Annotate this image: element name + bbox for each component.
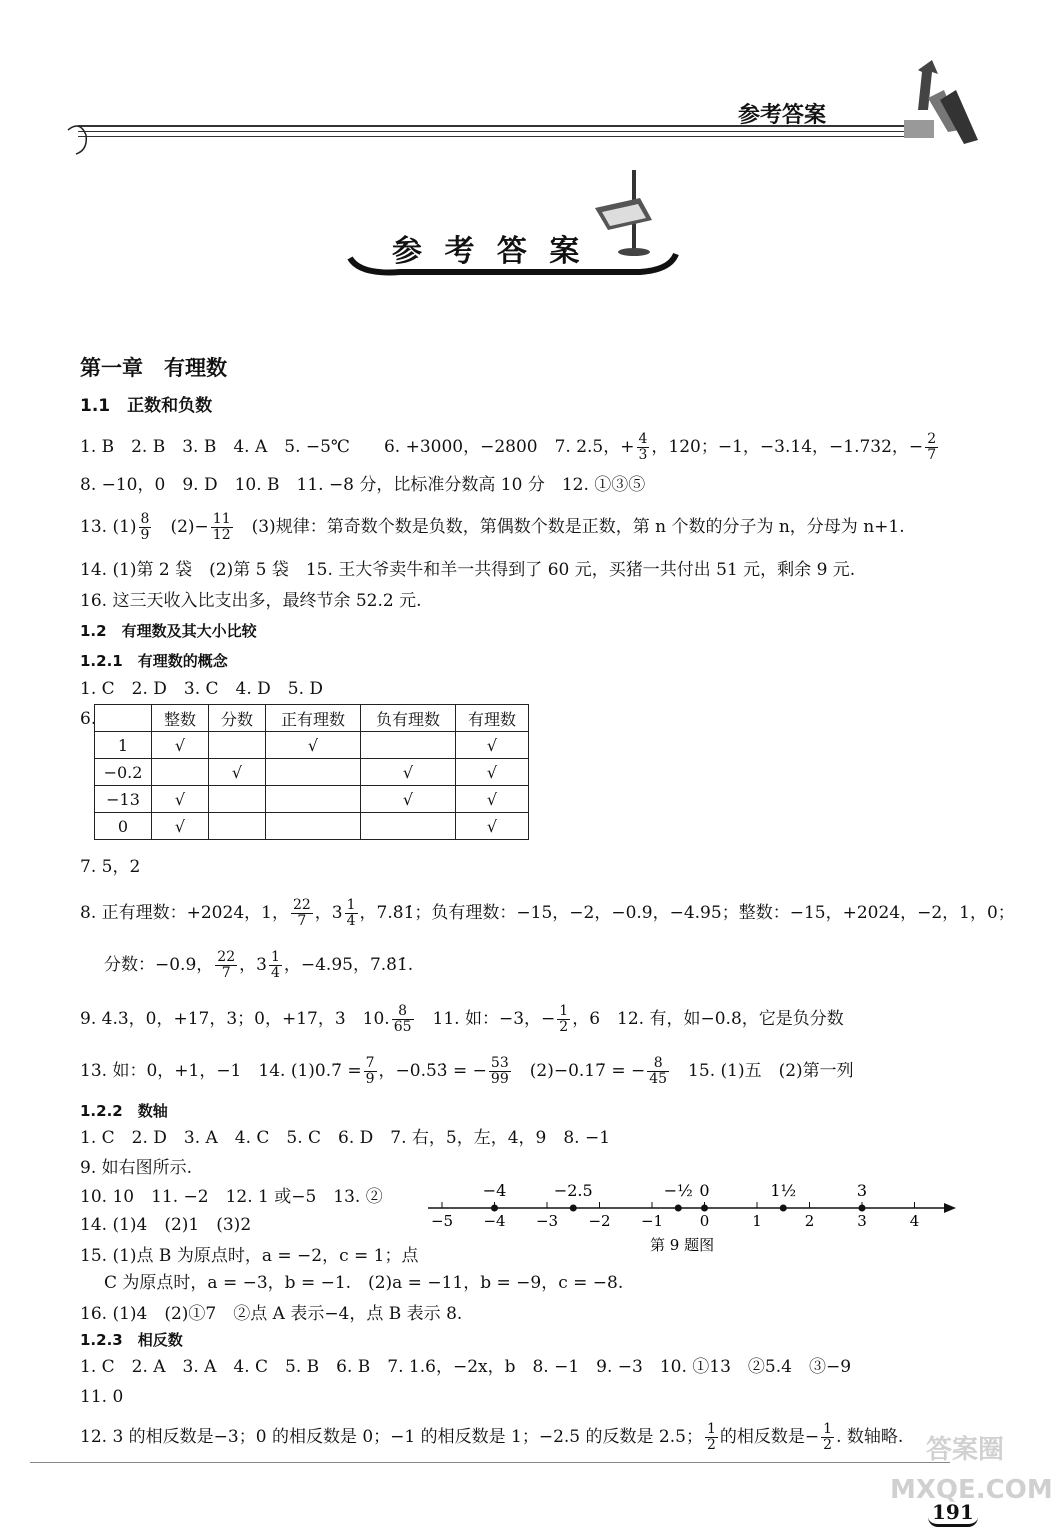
number-line-point <box>675 1205 682 1212</box>
answer-table <box>94 704 529 840</box>
text: ，3 <box>239 955 267 975</box>
answer-line-20: 11. 0 <box>80 1387 124 1407</box>
section-1-2-2: 1.2.2 数轴 <box>80 1102 168 1120</box>
number-line-caption: 第 9 题图 <box>650 1236 715 1254</box>
table-cell <box>266 759 361 786</box>
answer-line-19: 1. C 2. A 3. A 4. C 5. B 6. B 7. 1.6，−2x，b 8. −1 9. −3 10. ①13 ②5.4 ③−9 <box>80 1357 852 1377</box>
table-cell: √ <box>266 732 361 759</box>
text: ，7.8̇1̇；负有理数：−15，−2，−0.9，−4.95；整数：−15，+2024，−2，1，0； <box>359 903 1015 923</box>
table-cell: √ <box>456 732 529 759</box>
header-rule-2 <box>78 131 908 132</box>
fraction-1-2: $\frac{1}{2}$ <box>823 1421 833 1453</box>
table-header: 有理数 <box>456 705 529 732</box>
table-row <box>95 732 529 759</box>
number-line-figure <box>420 1150 960 1260</box>
table-cell: √ <box>209 759 266 786</box>
fraction-8-9: $\frac{8}{9}$ <box>140 511 150 543</box>
fraction-22-7: $\frac{22}{7}$ <box>292 897 311 929</box>
table-header: 正有理数 <box>266 705 361 732</box>
number-line-point-label: 0 <box>699 1181 710 1200</box>
header-title: 参考答案 <box>738 103 827 128</box>
number-line-point-label: 3 <box>856 1181 868 1200</box>
number-line-tick-label: −3 <box>535 1212 559 1230</box>
answer-line-4: 14. (1)第 2 袋 (2)第 5 袋 15. 王大爷卖牛和羊一共得到了 60 元，买猪一共付出 51 元，剩余 9 元. <box>80 560 856 580</box>
table-cell: 1 <box>95 732 152 759</box>
table-cell: √ <box>361 786 456 813</box>
text: 的相反数是− <box>719 1427 820 1447</box>
section-1-2-3: 1.2.3 相反数 <box>80 1331 183 1349</box>
text: ，120；−1，−3.14，−1.732，− <box>651 437 924 457</box>
number-line-tick-label: 4 <box>909 1212 920 1230</box>
text: 12. 3 的相反数是−3；0 的相反数是 0；−1 的相反数是 1；−2.5 的反数是 2.5； <box>80 1427 703 1447</box>
table-cell: √ <box>456 759 529 786</box>
table-cell: √ <box>361 759 456 786</box>
answer-line-18: 16. (1)4 (2)①7 ②点 A 表示−4，点 B 表示 8. <box>80 1304 463 1324</box>
text: 13. 如：0，+1，−1 14. (1)0.7̇ = <box>80 1061 362 1081</box>
number-line-point-label: 1½ <box>770 1181 797 1200</box>
table-cell: −13 <box>95 786 152 813</box>
number-line-arrow-icon <box>944 1203 956 1213</box>
table-cell: √ <box>456 786 529 813</box>
table-cell: √ <box>152 786 209 813</box>
table-row <box>95 759 529 786</box>
number-line-point <box>570 1205 577 1212</box>
text: (2)−0.17̇ = − <box>512 1061 646 1081</box>
table-cell <box>152 759 209 786</box>
fraction-2-7: $\frac{2}{7}$ <box>927 431 937 463</box>
text: . 数轴略. <box>836 1427 904 1447</box>
fraction-8-65: $\frac{8}{65}$ <box>393 1003 412 1035</box>
text: 1. B 2. B 3. B 4. A 5. −5℃ 6. +3000，−2800 7. 2.5，+ <box>80 437 635 457</box>
number-line-tick-label: −4 <box>483 1212 506 1230</box>
answer-line-6: 1. C 2. D 3. C 4. D 5. D <box>80 679 324 699</box>
fraction-1-4: $\frac{1}{4}$ <box>346 897 356 929</box>
answer-line-5: 16. 这三天收入比支出多，最终节余 52.2 元. <box>80 591 422 611</box>
table-header: 负有理数 <box>361 705 456 732</box>
text: 11. 如：−3，− <box>415 1009 556 1029</box>
fraction-7-9: $\frac{7}{9}$ <box>365 1055 375 1087</box>
answer-line-8 <box>80 898 1015 929</box>
answer-line-16: 15. (1)点 B 为原点时，a = −2，c = 1；点 <box>80 1246 419 1266</box>
answer-line-9 <box>104 950 413 981</box>
section-1-2: 1.2 有理数及其大小比较 <box>80 622 257 640</box>
number-line-tick-label: −1 <box>640 1212 664 1230</box>
chapter-title: 第一章 有理数 <box>80 356 227 380</box>
answer-line-10 <box>80 1004 844 1035</box>
table-header <box>95 705 152 732</box>
answer-line-1 <box>80 432 940 463</box>
table-row <box>95 786 529 813</box>
header-arrow-icon <box>888 60 984 152</box>
section-1-1: 1.1 正数和负数 <box>80 396 213 416</box>
table-cell: 0 <box>95 813 152 840</box>
table-header: 分数 <box>209 705 266 732</box>
answer-line-21 <box>80 1422 903 1453</box>
table-cell: √ <box>152 813 209 840</box>
answer-line-12: 1. C 2. D 3. A 4. C 5. C 6. D 7. 右，5，左，4，9 8. −1 <box>80 1128 611 1148</box>
table-header-row <box>95 705 529 732</box>
number-line-tick-label: −5 <box>430 1212 454 1230</box>
answer-line-14: 10. 10 11. −2 12. 1 或−5 13. ② <box>80 1187 383 1207</box>
fraction-53-99: $\frac{53}{99}$ <box>490 1055 509 1087</box>
text: ，6 12. 有，如−0.8，它是负分数 <box>572 1009 844 1029</box>
fraction-22-7: $\frac{22}{7}$ <box>217 949 236 981</box>
table-cell <box>361 732 456 759</box>
table-cell <box>361 813 456 840</box>
number-line-tick-label: 0 <box>699 1212 710 1230</box>
footer-rule <box>30 1462 950 1463</box>
text: 15. (1)五 (2)第一列 <box>671 1061 854 1081</box>
answer-line-13: 9. 如右图所示. <box>80 1158 193 1178</box>
text: 9. 4.3，0，+17，3；0，+17，3 10. <box>80 1009 390 1029</box>
number-line-tick-label: 1 <box>752 1212 762 1230</box>
text: (3)规律：第奇数个数是负数，第偶数个数是正数，第 n 个数的分子为 n，分母为 n+1. <box>234 517 905 537</box>
text: 13. (1) <box>80 517 137 537</box>
number-line-point-label: −4 <box>482 1181 507 1200</box>
table-cell: √ <box>152 732 209 759</box>
answer-line-15: 14. (1)4 (2)1 (3)2 <box>80 1215 252 1235</box>
fraction-8-45: $\frac{8}{45}$ <box>649 1055 668 1087</box>
number-line-point <box>701 1205 708 1212</box>
table-header: 整数 <box>152 705 209 732</box>
table-cell <box>266 813 361 840</box>
number-line-point-label: −2.5 <box>553 1181 593 1200</box>
number-line-tick-label: 3 <box>857 1212 867 1230</box>
table-cell <box>209 732 266 759</box>
table-cell <box>266 786 361 813</box>
fraction-4-3: $\frac{4}{3}$ <box>638 431 648 463</box>
number-line-point <box>491 1205 498 1212</box>
watermark: 答案圈 MXQE.COM <box>890 1435 1053 1505</box>
fraction-11-12: $\frac{11}{12}$ <box>212 511 231 543</box>
number-line-point <box>780 1205 787 1212</box>
table-label: 6. <box>80 709 97 729</box>
text: ，−4.95，7.8̇1̇. <box>283 955 414 975</box>
number-line-tick-label: 2 <box>804 1212 815 1230</box>
header-rule-3 <box>78 136 908 137</box>
page-number: 191 <box>928 1500 978 1527</box>
section-1-2-1: 1.2.1 有理数的概念 <box>80 652 228 670</box>
header-curl-icon <box>58 110 98 160</box>
answer-line-3 <box>80 512 905 543</box>
fraction-1-2: $\frac{1}{2}$ <box>559 1003 569 1035</box>
answer-line-2: 8. −10，0 9. D 10. B 11. −8 分，比标准分数高 10 分 12. ①③⑤ <box>80 475 646 495</box>
answer-line-7: 7. 5，2 <box>80 857 141 877</box>
table-cell <box>209 813 266 840</box>
answer-line-17: C 为原点时，a = −3，b = −1. (2)a = −11，b = −9，c = −8. <box>104 1273 624 1293</box>
answer-line-11 <box>80 1056 854 1087</box>
text: (2)− <box>153 517 209 537</box>
table-cell <box>209 786 266 813</box>
text: ，3 <box>314 903 343 923</box>
table-cell: −0.2 <box>95 759 152 786</box>
table-cell: √ <box>456 813 529 840</box>
text: ，−0.5̇3̇ = − <box>378 1061 487 1081</box>
banner-title: 参 考 答 案 <box>392 234 586 269</box>
text: 8. 正有理数：+2024，1， <box>80 903 289 923</box>
text: 分数：−0.9， <box>104 955 214 975</box>
number-line-point-label: −½ <box>663 1181 693 1200</box>
number-line-tick-label: −2 <box>588 1212 611 1230</box>
fraction-1-4: $\frac{1}{4}$ <box>270 949 280 981</box>
number-line-point <box>859 1205 866 1212</box>
table-row <box>95 813 529 840</box>
fraction-1-2: $\frac{1}{2}$ <box>706 1421 716 1453</box>
